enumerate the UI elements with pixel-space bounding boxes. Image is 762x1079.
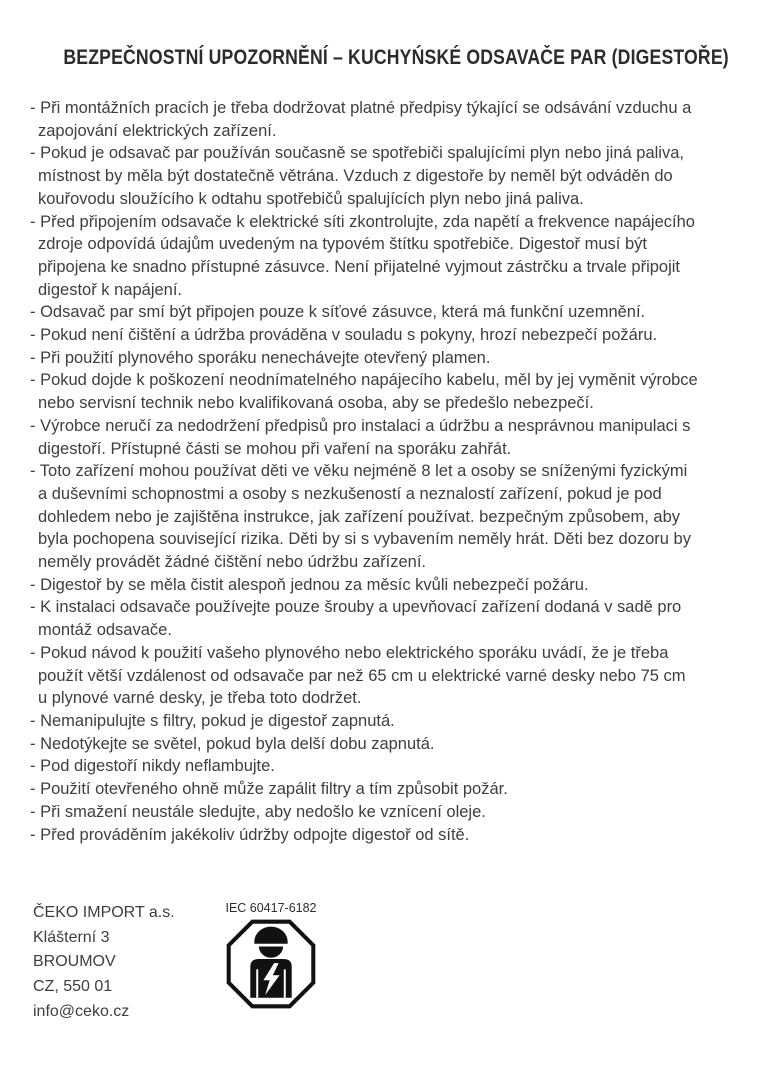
safety-bullet: - Pokud dojde k poškození neodnímatelného napájecího kabelu, měl by jej vyměnit výrobce nebo servisní technik nebo kvalifikovaná osoba, aby se předešlo nebezpečí. xyxy=(30,371,698,413)
safety-bullet: - Nemanipulujte s filtry, pokud je digestoř zapnutá. xyxy=(30,711,395,730)
safety-bullet: - K instalaci odsavače používejte pouze šrouby a upevňovací zařízení dodaná v sadě pro montáž odsavače. xyxy=(30,598,682,640)
safety-bullet: - Před prováděním jakékoliv údržby odpojte digestoř od sítě. xyxy=(30,825,470,844)
page-title xyxy=(0,46,762,70)
safety-bullet: - Odsavač par smí být připojen pouze k síťové zásuvce, která má funkční uzemnění. xyxy=(30,303,646,322)
safety-bullet: - Nedotýkejte se světel, pokud byla delší dobu zapnutá. xyxy=(30,734,435,753)
safety-bullet: - Při smažení neustále sledujte, aby nedošlo ke vznícení oleje. xyxy=(30,802,486,821)
safety-bullet: - Pokud návod k použití vašeho plynového nebo elektrického sporáku uvádí, že je třeba použít větší vzdálenost od odsavače par než 65 cm u elektrické varné desky nebo 75 cm u plynové varné desky, je třeba toto dodržet. xyxy=(30,643,686,708)
company-email: info@ceko.cz xyxy=(33,1002,130,1020)
company-city: BROUMOV xyxy=(33,953,116,971)
safety-bullet: - Pokud je odsavač par používán současně se spotřebiči spalujícími plyn nebo jiná paliva, místnost by měla být dostatečně větrána. Vzduch z digestoře by neměl být odváděn do kouřovodu sloužícího k odtahu spotřebičů spalujících plyn nebo jiná paliva. xyxy=(30,144,684,208)
company-zip: CZ, 550 01 xyxy=(33,977,113,995)
page-title-text: BEZPEČNOSTNÍ UPOZORNĚNÍ – KUCHYŃSKÉ ODSAVAČE PAR (DIGESTOŘE) xyxy=(63,46,729,69)
iec-symbol-label: IEC 60417-6182 xyxy=(225,901,317,916)
safety-bullet: - Pokud není čištění a údržba prováděna v souladu s pokyny, hrozí nebezpečí požáru. xyxy=(30,326,658,345)
company-name: ČEKO IMPORT a.s. xyxy=(33,904,175,922)
company-street: Klášterní 3 xyxy=(33,928,110,946)
iec-symbol-block xyxy=(215,901,327,1010)
safety-bullet: - Pod digestoří nikdy neflambujte. xyxy=(30,757,275,776)
safety-bullet: - Digestoř by se měla čistit alespoň jednou za měsíc kvůli nebezpečí požáru. xyxy=(30,575,589,594)
safety-bullet: - Při použití plynového sporáku nenechávejte otevřený plamen. xyxy=(30,348,491,367)
safety-bullet: - Toto zařízení mohou používat děti ve věku nejméně 8 let a osoby se sníženými fyzickými a duševními schopnostmi a osoby s nezkušeností a neznalostí zařízení, pokud je pod dohledem nebo je zajištěna instrukce, jak zařízení používat. bezpečným způsobem, aby byla pochopena související rizika. Děti by si s vybavením neměly hrát. Děti bez dozoru by neměly provádět žádné čištění nebo údržbu zařízení. xyxy=(30,462,691,572)
service-person-icon xyxy=(226,918,316,1010)
safety-bullet: - Při montážních pracích je třeba dodržovat platné předpisy týkající se odsávání vzduchu a zapojování elektrických zařízení. xyxy=(30,99,692,140)
safety-bullet: - Výrobce neručí za nedodržení předpisů pro instalaci a údržbu a nesprávnou manipulaci s digestoří. Přístupné části se mohou při vaření na sporáku zahřát. xyxy=(30,416,691,458)
safety-bullet: - Použití otevřeného ohně může zapálit filtry a tím způsobit požár. xyxy=(30,780,508,799)
company-address-block xyxy=(33,901,215,1024)
footer xyxy=(33,901,762,1024)
safety-bullet-list xyxy=(30,97,698,846)
safety-bullet: - Před připojením odsavače k elektrické síti zkontrolujte, zda napětí a frekvence napájecího zdroje odpovídá údajům uvedeným na typovém štítku spotřebiče. Digestoř musí být připojena ke snadno přístupné zásuvce. Není přijatelné vyjmout zástrčku a trvale připojit digestoř k napájení. xyxy=(30,212,695,299)
